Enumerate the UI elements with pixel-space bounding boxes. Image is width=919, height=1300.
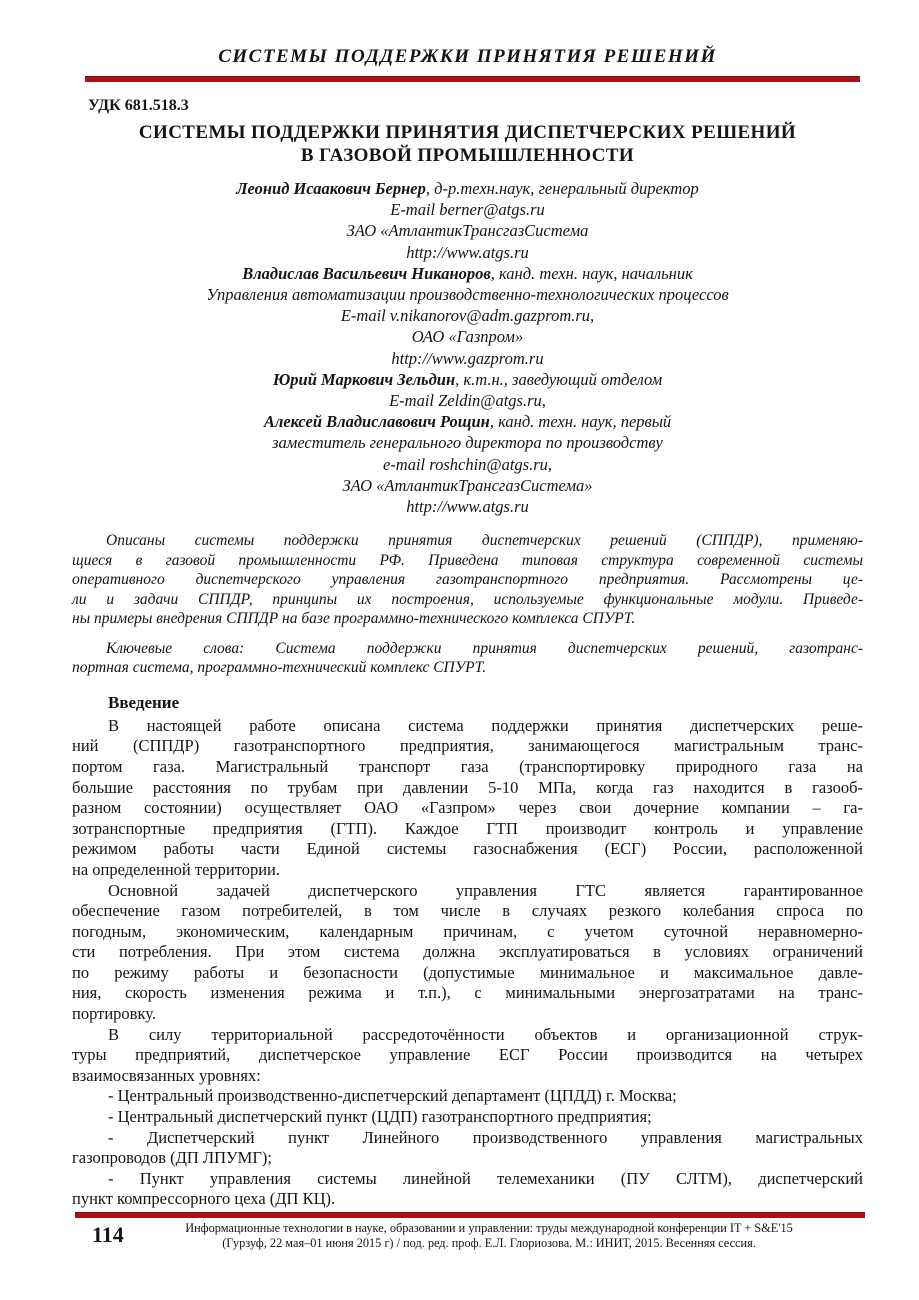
author-name: Алексей Владиславович Рощин: [263, 412, 490, 432]
author-affiliation-line: Управления автоматизации производственно-технологических процессов: [206, 285, 729, 305]
paragraph-line: сти потребления. При этом система должна эксплуатироваться в условиях ограничений: [72, 942, 863, 962]
body-paragraph: [72, 1107, 863, 1128]
paragraph-line: - Пункт управления системы линейной телемеханики (ПУ СЛТМ), диспетчерский: [108, 1168, 863, 1188]
author-line: [72, 369, 863, 390]
author-affiliation-line: http://www.gazprom.ru: [391, 348, 544, 368]
paragraph-line: туры предприятий, диспетчерское управление ЕСГ России производится на четырех: [72, 1045, 863, 1065]
author-degree: , д-р.техн.наук, генеральный директор: [425, 179, 699, 198]
paragraph-line: Основной задачей диспетчерского управления ГТС является гарантированное: [108, 880, 863, 900]
paragraph-line: взаимосвязанных уровнях:: [72, 1065, 261, 1085]
author-name: Юрий Маркович Зельдин: [272, 369, 456, 389]
paragraph-line: режимом работы части Единой системы газоснабжения (ЕСГ) России, расположенной: [72, 839, 863, 859]
paper-title-line-2: В ГАЗОВОЙ ПРОМЫШЛЕННОСТИ: [300, 144, 635, 166]
author-name: Леонид Исаакович Бернер: [236, 179, 426, 198]
body-paragraph: [72, 881, 863, 1025]
section-heading: Введение: [108, 692, 180, 712]
author-affiliation-line: ЗАО «АтлантикТрансгазСистема»: [342, 475, 593, 495]
abstract-line: Описаны системы поддержки принятия диспетчерских решений (СППДР), применяю-: [106, 532, 863, 550]
paragraph-line: по режиму работы и безопасности (допустимые минимальное и максимальное давле-: [72, 962, 863, 982]
paragraph-line: ния, скорость изменения режима и т.п.), с минимальными энергозатратами на транс-: [72, 983, 863, 1003]
author-affiliation-line: E-mail berner@atgs.ru: [390, 200, 545, 220]
paragraph-line: - Диспетчерский пункт Линейного производственного управления магистральных: [108, 1127, 863, 1147]
footer-citation-line-2: (Гурзуф, 22 мая–01 июня 2015 г) / под. ред. проф. Е.Л. Глориозова. М.: ИНИТ, 2015. Весенняя сессия.: [222, 1236, 756, 1250]
abstract-line: ны примеры внедрения СППДР на базе программно-технического комплекса СПУРТ.: [72, 610, 636, 628]
paragraph-line: ний (СППДР) газотранспортного предприятия, занимающегося магистральным транс-: [72, 736, 863, 756]
paragraph-line: портировку.: [72, 1004, 156, 1024]
paragraph-line: портом газа. Магистральный транспорт газа (транспортировку природного газа на: [72, 756, 863, 776]
author-degree: , к.т.н., заведующий отделом: [455, 369, 663, 389]
body-paragraph: [72, 1086, 863, 1107]
footer-rule: [75, 1212, 865, 1218]
author-line: [72, 411, 863, 432]
body-paragraph: [72, 1128, 863, 1169]
author-affiliation-line: E-mail v.nikanorov@adm.gazprom.ru,: [340, 306, 595, 326]
paragraph-line: - Центральный диспетчерский пункт (ЦДП) газотранспортного предприятия;: [108, 1107, 652, 1127]
author-line: [72, 178, 863, 199]
paragraph-line: зотранспортные предприятия (ГТП). Каждое ГТП производит контроль и управление: [72, 818, 863, 838]
keywords-line: портная система, программно-технический комплекс СПУРТ.: [72, 659, 487, 677]
author-affiliation-line: E-mail Zeldin@atgs.ru,: [389, 391, 546, 411]
authors-block: [72, 178, 863, 517]
abstract: [72, 531, 863, 629]
author-affiliation-line: заместитель генерального директора по производству: [272, 433, 663, 453]
author-affiliation-line: http://www.atgs.ru: [406, 497, 529, 517]
article-body: [72, 692, 863, 1210]
body-paragraph: [72, 716, 863, 881]
paper-title-line-1: СИСТЕМЫ ПОДДЕРЖКИ ПРИНЯТИЯ ДИСПЕТЧЕРСКИХ РЕШЕНИЙ: [138, 122, 797, 143]
keywords: [72, 639, 863, 678]
author-affiliation-line: e-mail roshchin@atgs.ru,: [382, 454, 553, 474]
abstract-line: щиеся в газовой промышленности РФ. Приведена типовая структура современной системы: [72, 551, 863, 569]
paper-title: [72, 122, 863, 167]
paragraph-line: обеспечение газом потребителей, в том числе в случаях резкого колебания спроса по: [72, 901, 863, 921]
author-line: [72, 263, 863, 284]
page-number: 114: [92, 1222, 124, 1247]
paragraph-line: на определенной территории.: [72, 859, 280, 879]
paragraph-line: В настоящей работе описана система поддержки принятия диспетчерских реше-: [108, 715, 863, 735]
author-affiliation-line: http://www.atgs.ru: [406, 242, 529, 262]
body-paragraph: [72, 1025, 863, 1087]
paragraph-line: В силу территориальной рассредоточённости объектов и организационной струк-: [108, 1024, 863, 1044]
paragraph-line: - Центральный производственно-диспетчерский департамент (ЦПДД) г. Москва;: [108, 1086, 677, 1106]
paragraph-line: погодным, экономическим, календарным причинам, с учетом суточной неравномерно-: [72, 921, 863, 941]
running-head: СИСТЕМЫ ПОДДЕРЖКИ ПРИНЯТИЯ РЕШЕНИЙ: [218, 46, 717, 67]
abstract-line: ли и задачи СППДР, принципы их построения, используемые функциональные модули. Приведе-: [72, 590, 863, 608]
paragraph-line: пункт компрессорного цеха (ДП КЦ).: [72, 1189, 336, 1209]
author-affiliation-line: ЗАО «АтлантикТрансгазСистема: [346, 221, 589, 241]
footer-citation-line-1: Информационные технологии в науке, образовании и управлении: труды международной конференции IT + S&E'15: [185, 1221, 793, 1235]
footer-citation: [148, 1221, 830, 1251]
author-degree: , канд. техн. наук, начальник: [490, 263, 693, 283]
udk-label: УДК 681.518.3: [88, 97, 189, 114]
author-name: Владислав Васильевич Никаноров: [242, 263, 491, 283]
keywords-line: Ключевые слова: Система поддержки принятия диспетчерских решений, газотранс-: [106, 639, 863, 657]
author-affiliation-line: ОАО «Газпром»: [411, 327, 524, 347]
abstract-line: оперативного диспетчерского управления газотранспортного предприятия. Рассмотрены це-: [72, 571, 863, 589]
author-degree: , канд. техн. наук, первый: [489, 412, 672, 432]
paragraph-line: разном состоянии) осуществляет ОАО «Газпром» через свои дочерние компании – га-: [72, 798, 863, 818]
body-paragraph: [72, 1169, 863, 1210]
paragraph-line: газопроводов (ДП ЛПУМГ);: [72, 1148, 272, 1168]
paragraph-line: большие расстояния по трубам при давлении 5-10 МПа, когда газ находится в газооб-: [72, 777, 863, 797]
header-rule: [85, 76, 860, 82]
